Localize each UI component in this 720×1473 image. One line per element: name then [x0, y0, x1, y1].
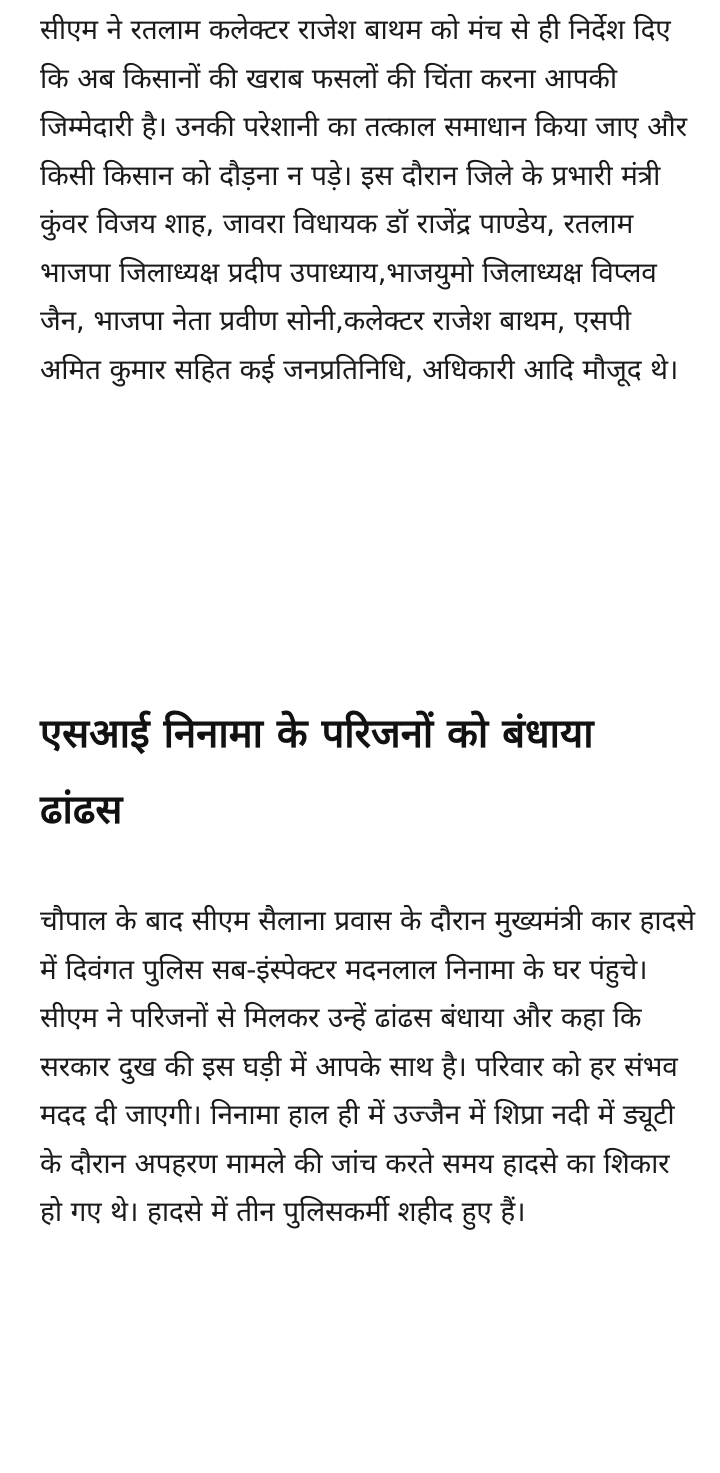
article-paragraph-2: चौपाल के बाद सीएम सैलाना प्रवास के दौरान मुख्यमंत्री कार हादसे में दिवंगत पुलिस सब-इंस्पेक्टर मदनलाल निनामा के घर पंहुचे। सीएम ने परिजनों से मिलकर उन्हें ढांढस बंधाया और कहा कि सरकार दुख की इस घड़ी में आपके साथ है। परिवार को हर संभव मदद दी जाएगी। निनामा हाल ही में उज्जैन में शिप्रा नदी में ड्यूटी के दौरान अपहरण मामले की जांच करते समय हादसे का शिकार हो गए थे। हादसे में तीन पुलिसकर्मी शहीद हुए हैं। — [40, 904, 695, 1228]
article-paragraph-1: सीएम ने रतलाम कलेक्टर राजेश बाथम को मंच से ही निर्देश दिए कि अब किसानों की खराब फसलों की चिंता करना आपकी जिम्मेदारी है। उनकी परेशानी का तत्काल समाधान किया जाए और किसी किसान को दौड़ना न पड़े। इस दौरान जिले के प्रभारी मंत्री कुंवर विजय शाह, जावरा विधायक डॉ राजेंद्र पाण्डेय, रतलाम भाजपा जिलाध्यक्ष प्रदीप उपाध्याय,भाजयुमो जिलाध्यक्ष विप्लव जैन, भाजपा नेता प्रवीण सोनी,कलेक्टर राजेश बाथम, एसपी अमित कुमार सहित कई जनप्रतिनिधि, अधिकारी आदि मौजूद थे। — [40, 13, 687, 386]
section-heading: एसआई निनामा के परिजनों को बंधाया ढांढस — [40, 711, 594, 833]
